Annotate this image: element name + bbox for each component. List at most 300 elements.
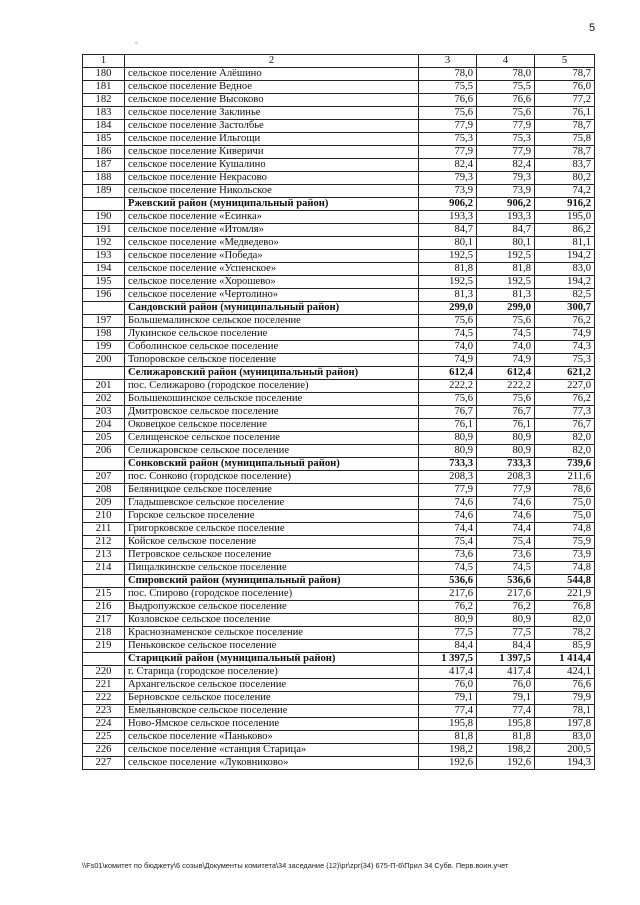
row-number-cell: 199: [83, 341, 125, 354]
row-number-cell: 225: [83, 731, 125, 744]
value-cell-col4: 84,4: [477, 640, 535, 653]
value-cell-col4: 75,6: [477, 107, 535, 120]
district-total-row: [83, 367, 595, 380]
column-header: 3: [419, 55, 477, 68]
table-row: [83, 744, 595, 757]
value-cell-col3: 208,3: [419, 471, 477, 484]
row-number-cell: 189: [83, 185, 125, 198]
value-cell-col4: 76,1: [477, 419, 535, 432]
row-number-cell: 223: [83, 705, 125, 718]
settlement-name-cell: сельское поселение «Победа»: [125, 250, 419, 263]
value-cell-col3: 74,5: [419, 562, 477, 575]
row-number-cell: 181: [83, 81, 125, 94]
table-row: [83, 432, 595, 445]
row-number-cell: 197: [83, 315, 125, 328]
settlement-name-cell: сельское поселение Никольское: [125, 185, 419, 198]
row-number-cell: 204: [83, 419, 125, 432]
value-cell-col5: 424,1: [535, 666, 595, 679]
row-number-cell: 201: [83, 380, 125, 393]
value-cell-col4: 80,9: [477, 614, 535, 627]
budget-table: [82, 54, 595, 770]
settlement-name-cell: Лукинское сельское поселение: [125, 328, 419, 341]
table-row: [83, 237, 595, 250]
settlement-name-cell: сельское поселение Киверичи: [125, 146, 419, 159]
value-cell-col3: 77,5: [419, 627, 477, 640]
row-number-cell: 200: [83, 354, 125, 367]
page-number: 5: [589, 22, 596, 34]
settlement-name-cell: Берновское сельское поселение: [125, 692, 419, 705]
value-cell-col4: 73,6: [477, 549, 535, 562]
district-total-row: [83, 575, 595, 588]
value-cell-col3: 80,9: [419, 614, 477, 627]
settlement-name-cell: Петровское сельское поселение: [125, 549, 419, 562]
row-number-cell: [83, 653, 125, 666]
value-cell-col5: 739,6: [535, 458, 595, 471]
table-row: [83, 263, 595, 276]
value-cell-col3: 74,5: [419, 328, 477, 341]
value-cell-col3: 192,5: [419, 250, 477, 263]
settlement-name-cell: сельское поселение Ильгощи: [125, 133, 419, 146]
value-cell-col5: 75,9: [535, 536, 595, 549]
value-cell-col3: 74,6: [419, 510, 477, 523]
settlement-name-cell: Сандовский район (муниципальный район): [125, 302, 419, 315]
settlement-name-cell: Ржевский район (муниципальный район): [125, 198, 419, 211]
value-cell-col3: 77,9: [419, 484, 477, 497]
table-row: [83, 588, 595, 601]
value-cell-col4: 77,9: [477, 146, 535, 159]
value-cell-col4: 81,3: [477, 289, 535, 302]
row-number-cell: 190: [83, 211, 125, 224]
table-row: [83, 510, 595, 523]
row-number-cell: 194: [83, 263, 125, 276]
settlement-name-cell: сельское поселение «Паньково»: [125, 731, 419, 744]
value-cell-col5: 79,9: [535, 692, 595, 705]
value-cell-col5: 77,2: [535, 94, 595, 107]
value-cell-col3: 80,1: [419, 237, 477, 250]
row-number-cell: 205: [83, 432, 125, 445]
value-cell-col4: 77,9: [477, 120, 535, 133]
row-number-cell: 213: [83, 549, 125, 562]
value-cell-col5: 83,0: [535, 731, 595, 744]
value-cell-col5: 73,9: [535, 549, 595, 562]
row-number-cell: 180: [83, 68, 125, 81]
table-row: [83, 341, 595, 354]
row-number-cell: 191: [83, 224, 125, 237]
value-cell-col5: 76,1: [535, 107, 595, 120]
table-row: [83, 445, 595, 458]
value-cell-col3: 417,4: [419, 666, 477, 679]
settlement-name-cell: Большекошинское сельское поселение: [125, 393, 419, 406]
value-cell-col3: 612,4: [419, 367, 477, 380]
settlement-name-cell: Емельяновское сельское поселение: [125, 705, 419, 718]
settlement-name-cell: сельское поселение Ведное: [125, 81, 419, 94]
value-cell-col5: 83,7: [535, 159, 595, 172]
value-cell-col4: 74,5: [477, 562, 535, 575]
value-cell-col3: 906,2: [419, 198, 477, 211]
table-row: [83, 315, 595, 328]
table-row: [83, 705, 595, 718]
row-number-cell: 220: [83, 666, 125, 679]
settlement-name-cell: Селищенское сельское поселение: [125, 432, 419, 445]
value-cell-col3: 79,3: [419, 172, 477, 185]
value-cell-col3: 217,6: [419, 588, 477, 601]
settlement-name-cell: сельское поселение «Медведево»: [125, 237, 419, 250]
value-cell-col4: 74,6: [477, 497, 535, 510]
value-cell-col4: 78,0: [477, 68, 535, 81]
settlement-name-cell: Горское сельское поселение: [125, 510, 419, 523]
value-cell-col4: 733,3: [477, 458, 535, 471]
table-row: [83, 406, 595, 419]
value-cell-col5: 916,2: [535, 198, 595, 211]
value-cell-col3: 76,6: [419, 94, 477, 107]
value-cell-col5: 195,0: [535, 211, 595, 224]
settlement-name-cell: сельское поселение «Успенское»: [125, 263, 419, 276]
settlement-name-cell: пос. Селижарово (городское поселение): [125, 380, 419, 393]
settlement-name-cell: пос. Спирово (городское поселение): [125, 588, 419, 601]
table-row: [83, 133, 595, 146]
value-cell-col5: 194,2: [535, 250, 595, 263]
row-number-cell: [83, 198, 125, 211]
value-cell-col5: 197,8: [535, 718, 595, 731]
value-cell-col5: 74,3: [535, 341, 595, 354]
value-cell-col3: 77,4: [419, 705, 477, 718]
value-cell-col4: 192,5: [477, 250, 535, 263]
row-number-cell: 222: [83, 692, 125, 705]
value-cell-col4: 79,3: [477, 172, 535, 185]
column-header: 1: [83, 55, 125, 68]
settlement-name-cell: сельское поселение Заклинье: [125, 107, 419, 120]
value-cell-col5: 86,2: [535, 224, 595, 237]
value-cell-col5: 82,5: [535, 289, 595, 302]
value-cell-col4: 75,6: [477, 315, 535, 328]
settlement-name-cell: сельское поселение «Луковниково»: [125, 757, 419, 770]
table-row: [83, 159, 595, 172]
value-cell-col5: 78,2: [535, 627, 595, 640]
settlement-name-cell: сельское поселение «Хорошево»: [125, 276, 419, 289]
value-cell-col3: 192,5: [419, 276, 477, 289]
value-cell-col3: 198,2: [419, 744, 477, 757]
value-cell-col4: 1 397,5: [477, 653, 535, 666]
table-row: [83, 250, 595, 263]
row-number-cell: [83, 302, 125, 315]
settlement-name-cell: Койское сельское поселение: [125, 536, 419, 549]
value-cell-col4: 75,4: [477, 536, 535, 549]
settlement-name-cell: сельское поселение Застолбье: [125, 120, 419, 133]
row-number-cell: 203: [83, 406, 125, 419]
value-cell-col5: 82,0: [535, 432, 595, 445]
settlement-name-cell: сельское поселение Некрасово: [125, 172, 419, 185]
value-cell-col3: 73,9: [419, 185, 477, 198]
value-cell-col5: 78,7: [535, 146, 595, 159]
row-number-cell: 196: [83, 289, 125, 302]
value-cell-col4: 76,7: [477, 406, 535, 419]
value-cell-col4: 81,8: [477, 263, 535, 276]
settlement-name-cell: Спировский район (муниципальный район): [125, 575, 419, 588]
value-cell-col4: 82,4: [477, 159, 535, 172]
value-cell-col5: 75,0: [535, 510, 595, 523]
row-number-cell: 186: [83, 146, 125, 159]
settlement-name-cell: сельское поселение «Итомля»: [125, 224, 419, 237]
value-cell-col5: 75,8: [535, 133, 595, 146]
value-cell-col4: 193,3: [477, 211, 535, 224]
settlement-name-cell: Сонковский район (муниципальный район): [125, 458, 419, 471]
row-number-cell: 208: [83, 484, 125, 497]
value-cell-col3: 73,6: [419, 549, 477, 562]
table-row: [83, 146, 595, 159]
value-cell-col4: 192,6: [477, 757, 535, 770]
value-cell-col4: 906,2: [477, 198, 535, 211]
row-number-cell: 219: [83, 640, 125, 653]
value-cell-col4: 417,4: [477, 666, 535, 679]
row-number-cell: 212: [83, 536, 125, 549]
row-number-cell: 188: [83, 172, 125, 185]
value-cell-col5: 211,6: [535, 471, 595, 484]
table-row: [83, 549, 595, 562]
settlement-name-cell: Соболинское сельское поселение: [125, 341, 419, 354]
value-cell-col5: 76,6: [535, 679, 595, 692]
value-cell-col4: 77,9: [477, 484, 535, 497]
row-number-cell: 184: [83, 120, 125, 133]
value-cell-col5: 83,0: [535, 263, 595, 276]
value-cell-col4: 76,2: [477, 601, 535, 614]
value-cell-col3: 79,1: [419, 692, 477, 705]
footer-file-path: \\Fs01\комитет по бюджету\6 созыв\Документы комитета\34 заседание (12)\pr\zpr(34) 675-П-6\Прил 34 Субв. Перв.воин.учет: [82, 861, 509, 870]
table-row: [83, 172, 595, 185]
value-cell-col4: 80,9: [477, 445, 535, 458]
value-cell-col3: 84,7: [419, 224, 477, 237]
value-cell-col4: 198,2: [477, 744, 535, 757]
settlement-name-cell: Старицкий район (муниципальный район): [125, 653, 419, 666]
value-cell-col3: 193,3: [419, 211, 477, 224]
table-row: [83, 328, 595, 341]
value-cell-col3: 80,9: [419, 445, 477, 458]
value-cell-col4: 222,2: [477, 380, 535, 393]
value-cell-col4: 612,4: [477, 367, 535, 380]
settlement-name-cell: Гладышевское сельское поселение: [125, 497, 419, 510]
table-row: [83, 601, 595, 614]
row-number-cell: 206: [83, 445, 125, 458]
settlement-name-cell: сельское поселение Высоково: [125, 94, 419, 107]
value-cell-col4: 536,6: [477, 575, 535, 588]
value-cell-col3: 222,2: [419, 380, 477, 393]
value-cell-col3: 77,9: [419, 146, 477, 159]
value-cell-col4: 74,4: [477, 523, 535, 536]
settlement-name-cell: Архангельское сельское поселение: [125, 679, 419, 692]
table-row: [83, 627, 595, 640]
district-total-row: [83, 198, 595, 211]
row-number-cell: 198: [83, 328, 125, 341]
value-cell-col3: 75,6: [419, 107, 477, 120]
value-cell-col5: 621,2: [535, 367, 595, 380]
value-cell-col5: 221,9: [535, 588, 595, 601]
value-cell-col4: 77,4: [477, 705, 535, 718]
value-cell-col3: 76,1: [419, 419, 477, 432]
value-cell-col5: 544,8: [535, 575, 595, 588]
table-row: [83, 94, 595, 107]
row-number-cell: 187: [83, 159, 125, 172]
value-cell-col3: 75,6: [419, 315, 477, 328]
settlement-name-cell: сельское поселение «станция Старица»: [125, 744, 419, 757]
value-cell-col3: 536,6: [419, 575, 477, 588]
value-cell-col4: 76,0: [477, 679, 535, 692]
value-cell-col5: 75,0: [535, 497, 595, 510]
row-number-cell: 218: [83, 627, 125, 640]
value-cell-col5: 74,8: [535, 562, 595, 575]
value-cell-col3: 76,0: [419, 679, 477, 692]
settlement-name-cell: Григорковское сельское поселение: [125, 523, 419, 536]
value-cell-col4: 208,3: [477, 471, 535, 484]
value-cell-col4: 80,9: [477, 432, 535, 445]
value-cell-col3: 74,0: [419, 341, 477, 354]
value-cell-col3: 75,5: [419, 81, 477, 94]
row-number-cell: 214: [83, 562, 125, 575]
table-row: [83, 692, 595, 705]
table-row: [83, 380, 595, 393]
table-row: [83, 81, 595, 94]
value-cell-col4: 77,5: [477, 627, 535, 640]
row-number-cell: 215: [83, 588, 125, 601]
value-cell-col4: 74,5: [477, 328, 535, 341]
table-row: [83, 276, 595, 289]
settlement-name-cell: Селижаровский район (муниципальный район): [125, 367, 419, 380]
value-cell-col5: 78,1: [535, 705, 595, 718]
value-cell-col5: 194,2: [535, 276, 595, 289]
value-cell-col4: 192,5: [477, 276, 535, 289]
row-number-cell: [83, 575, 125, 588]
settlement-name-cell: Пищалкинское сельское поселение: [125, 562, 419, 575]
value-cell-col4: 75,6: [477, 393, 535, 406]
row-number-cell: 185: [83, 133, 125, 146]
value-cell-col3: 78,0: [419, 68, 477, 81]
settlement-name-cell: Топоровское сельское поселение: [125, 354, 419, 367]
table-row: [83, 679, 595, 692]
table-row: [83, 289, 595, 302]
scan-speck: °: [135, 40, 139, 49]
table-row: [83, 211, 595, 224]
value-cell-col3: 192,6: [419, 757, 477, 770]
value-cell-col3: 76,7: [419, 406, 477, 419]
column-header: 4: [477, 55, 535, 68]
table-row: [83, 497, 595, 510]
value-cell-col3: 80,9: [419, 432, 477, 445]
settlement-name-cell: Дмитровское сельское поселение: [125, 406, 419, 419]
table-row: [83, 419, 595, 432]
value-cell-col3: 81,8: [419, 731, 477, 744]
value-cell-col3: 81,8: [419, 263, 477, 276]
value-cell-col4: 73,9: [477, 185, 535, 198]
value-cell-col3: 75,6: [419, 393, 477, 406]
value-cell-col3: 1 397,5: [419, 653, 477, 666]
row-number-cell: 211: [83, 523, 125, 536]
table-row: [83, 107, 595, 120]
row-number-cell: 209: [83, 497, 125, 510]
value-cell-col4: 84,7: [477, 224, 535, 237]
value-cell-col3: 74,6: [419, 497, 477, 510]
table-row: [83, 68, 595, 81]
settlement-name-cell: Селижаровское сельское поселение: [125, 445, 419, 458]
row-number-cell: 217: [83, 614, 125, 627]
value-cell-col4: 80,1: [477, 237, 535, 250]
value-cell-col5: 200,5: [535, 744, 595, 757]
value-cell-col5: 75,3: [535, 354, 595, 367]
value-cell-col4: 217,6: [477, 588, 535, 601]
table-row: [83, 614, 595, 627]
table-row: [83, 562, 595, 575]
value-cell-col4: 195,8: [477, 718, 535, 731]
settlement-name-cell: Выдропужское сельское поселение: [125, 601, 419, 614]
value-cell-col4: 79,1: [477, 692, 535, 705]
value-cell-col3: 75,4: [419, 536, 477, 549]
district-total-row: [83, 302, 595, 315]
row-number-cell: 183: [83, 107, 125, 120]
column-header: 2: [125, 55, 419, 68]
row-number-cell: 202: [83, 393, 125, 406]
value-cell-col3: 195,8: [419, 718, 477, 731]
table-row: [83, 354, 595, 367]
district-total-row: [83, 653, 595, 666]
value-cell-col5: 76,8: [535, 601, 595, 614]
table-row: [83, 471, 595, 484]
value-cell-col3: 82,4: [419, 159, 477, 172]
value-cell-col3: 75,3: [419, 133, 477, 146]
row-number-cell: 193: [83, 250, 125, 263]
row-number-cell: [83, 458, 125, 471]
value-cell-col5: 82,0: [535, 445, 595, 458]
value-cell-col3: 77,9: [419, 120, 477, 133]
value-cell-col5: 227,0: [535, 380, 595, 393]
value-cell-col5: 82,0: [535, 614, 595, 627]
settlement-name-cell: сельское поселение «Чертолино»: [125, 289, 419, 302]
value-cell-col5: 76,2: [535, 393, 595, 406]
value-cell-col4: 75,3: [477, 133, 535, 146]
value-cell-col3: 84,4: [419, 640, 477, 653]
settlement-name-cell: сельское поселение Алёшино: [125, 68, 419, 81]
table-row: [83, 666, 595, 679]
district-total-row: [83, 458, 595, 471]
row-number-cell: 192: [83, 237, 125, 250]
table-row: [83, 536, 595, 549]
value-cell-col5: 194,3: [535, 757, 595, 770]
row-number-cell: 227: [83, 757, 125, 770]
settlement-name-cell: пос. Сонково (городское поселение): [125, 471, 419, 484]
settlement-name-cell: сельское поселение Кушалино: [125, 159, 419, 172]
row-number-cell: 207: [83, 471, 125, 484]
value-cell-col5: 81,1: [535, 237, 595, 250]
value-cell-col4: 74,0: [477, 341, 535, 354]
value-cell-col3: 74,9: [419, 354, 477, 367]
row-number-cell: 195: [83, 276, 125, 289]
value-cell-col4: 81,8: [477, 731, 535, 744]
settlement-name-cell: Беляницкое сельское поселение: [125, 484, 419, 497]
table-row: [83, 185, 595, 198]
settlement-name-cell: Ново-Ямское сельское поселение: [125, 718, 419, 731]
value-cell-col5: 74,9: [535, 328, 595, 341]
table-row: [83, 120, 595, 133]
value-cell-col3: 74,4: [419, 523, 477, 536]
table-row: [83, 640, 595, 653]
value-cell-col4: 76,6: [477, 94, 535, 107]
row-number-cell: 182: [83, 94, 125, 107]
value-cell-col4: 74,9: [477, 354, 535, 367]
table-row: [83, 523, 595, 536]
settlement-name-cell: Оковецкое сельское поселение: [125, 419, 419, 432]
value-cell-col3: 76,2: [419, 601, 477, 614]
value-cell-col5: 74,8: [535, 523, 595, 536]
value-cell-col5: 78,7: [535, 120, 595, 133]
settlement-name-cell: сельское поселение «Есинка»: [125, 211, 419, 224]
value-cell-col3: 81,3: [419, 289, 477, 302]
value-cell-col5: 77,3: [535, 406, 595, 419]
